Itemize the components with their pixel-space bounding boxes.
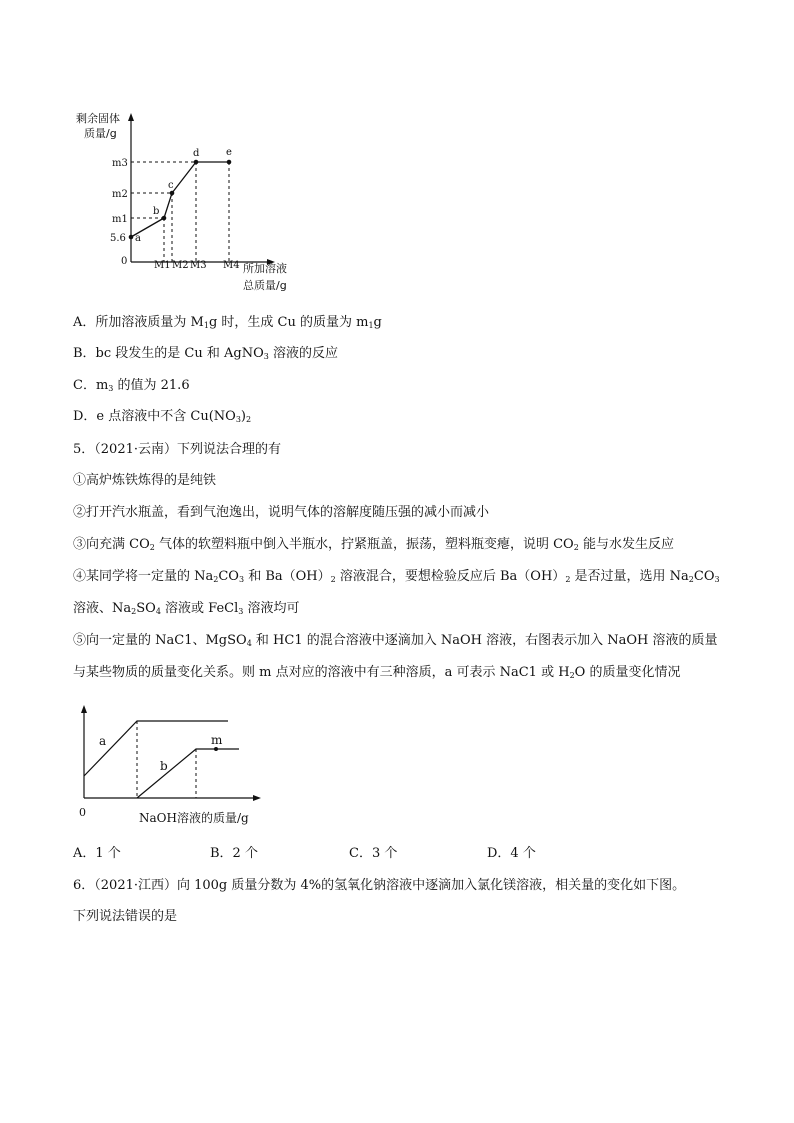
x-axis-label-1: 所加溶液	[243, 262, 287, 275]
q4-option-d: D．e 点溶液中不含 $Cu(NO_3)_2$	[73, 409, 252, 424]
point-label-e: e	[226, 147, 232, 158]
point-label-b: b	[153, 206, 160, 217]
remaining-solid-chart	[0, 0, 794, 300]
point-m-dot	[214, 747, 218, 751]
q5-stem: 5．（2021·云南）下列说法合理的有	[73, 442, 281, 457]
point-label-d: d	[193, 148, 200, 159]
q5-statement-2: ②打开汽水瓶盖，看到气泡逸出，说明气体的溶解度随压强的减小而减小	[73, 505, 490, 520]
q4-option-b: B．bc 段发生的是 Cu 和 AgNO$_3$ 溶液的反应	[73, 346, 338, 361]
x-axis-label: NaOH溶液的质量/g	[139, 811, 249, 825]
q4-option-a: A．所加溶液质量为 $M_1g$ 时，生成 Cu 的质量为 $m_1g$	[73, 315, 382, 330]
q5-statement-5-line2: 与某些物质的质量变化关系。则 m 点对应的溶液中有三种溶质，a 可表示 NaC1 或 $H_2O$ 的质量变化情况	[73, 665, 681, 680]
q6-stem-line1: 6．（2021·江西）向 100g 质量分数为 4%的氢氧化钠溶液中逐滴加入氯化镁溶液，相关量的变化如下图。	[73, 878, 686, 893]
dashed-guides	[131, 162, 229, 262]
y-axis-arrow	[128, 113, 134, 121]
y-tick-m2: m2	[112, 189, 128, 200]
point-a-dot	[129, 235, 134, 240]
naoh-mass-chart	[0, 690, 794, 830]
point-e-dot	[227, 160, 232, 165]
solid-mass-line	[131, 162, 229, 237]
line-b	[137, 749, 239, 798]
point-label-a: a	[135, 233, 141, 244]
q5-option-b: B．2 个	[210, 846, 258, 861]
point-label-c: c	[168, 180, 174, 191]
q5-option-c: C．3 个	[349, 846, 398, 861]
x-tick-M4: M4	[223, 260, 240, 271]
y-tick-m1: m1	[112, 214, 128, 225]
point-d-dot	[194, 160, 199, 165]
point-m-label: m	[211, 733, 223, 747]
q6-stem-line2: 下列说法错误的是	[73, 909, 178, 924]
q5-statement-5-line1: ⑤向一定量的 NaC1、MgSO$_4$ 和 HC1 的混合溶液中逐滴加入 NaOH 溶液，右图表示加入 NaOH 溶液的质量	[73, 633, 718, 648]
point-c-dot	[170, 191, 175, 196]
x-axis-arrow	[253, 795, 261, 801]
q5-option-d: D．4 个	[487, 846, 536, 861]
y-axis-label-1: 剩余固体	[76, 112, 120, 125]
x-tick-M1: M1	[154, 260, 171, 271]
q5-option-a: A．1 个	[73, 846, 121, 861]
y-axis-label-2: 质量/g	[84, 127, 117, 140]
line-b-label: b	[160, 759, 168, 773]
y-axis-arrow	[81, 705, 87, 713]
x-tick-M2: M2	[172, 260, 189, 271]
q5-statement-4-line2: 溶液、$Na_2SO_4$ 溶液或 FeCl$_3$ 溶液均可	[73, 601, 300, 616]
q4-option-c: C．$m_3$ 的值为 21.6	[73, 378, 190, 393]
q5-statement-1: ①高炉炼铁炼得的是纯铁	[73, 473, 217, 488]
x-axis-label-2: 总质量/g	[243, 279, 287, 292]
q5-statement-4-line1: ④某同学将一定量的 $Na_2CO_3$ 和 $Ba(OH)_2$ 溶液混合，要想检验反应后 $Ba(OH)_2$ 是否过量，选用 $Na_2CO_3$	[73, 569, 720, 584]
y-tick-5.6: 5.6	[110, 233, 126, 244]
y-tick-m3: m3	[112, 158, 128, 169]
x-tick-M3: M3	[190, 260, 207, 271]
line-a-label: a	[99, 734, 107, 748]
q5-statement-3: ③向充满 $CO_2$ 气体的软塑料瓶中倒入半瓶水，拧紧瓶盖，振荡，塑料瓶变瘪，说明 $CO_2$ 能与水发生反应	[73, 537, 674, 552]
point-b-dot	[162, 216, 167, 221]
origin-label: 0	[79, 806, 86, 819]
origin-label: 0	[121, 256, 128, 267]
